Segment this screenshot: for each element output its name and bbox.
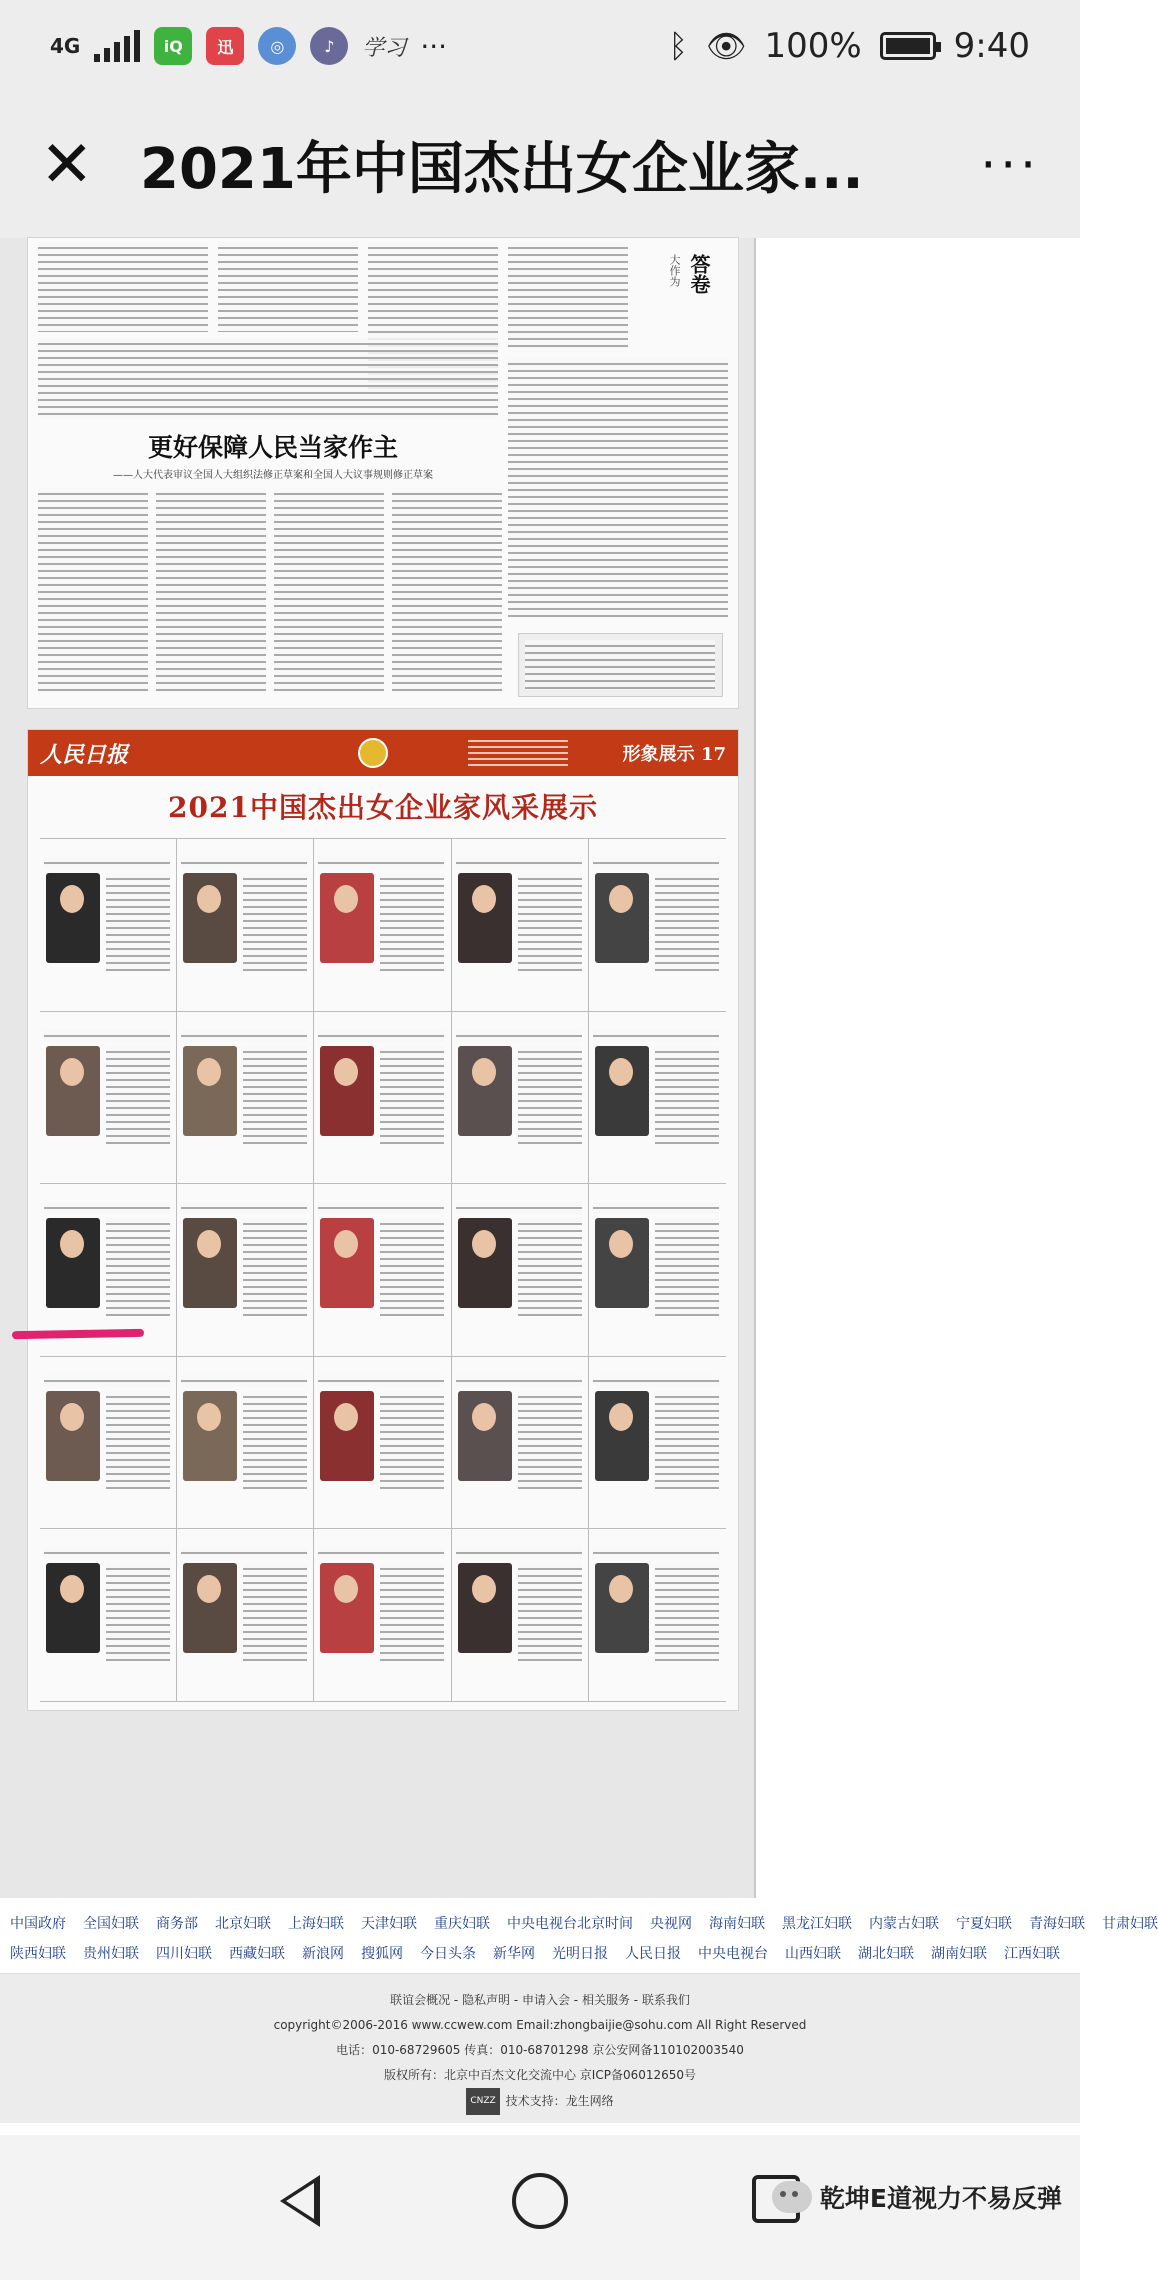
profile-card bbox=[177, 1012, 314, 1185]
portrait-photo bbox=[183, 1218, 237, 1308]
profile-text bbox=[380, 1391, 444, 1489]
profile-heading bbox=[593, 1547, 719, 1559]
friend-link[interactable]: 宁夏妇联 bbox=[956, 1916, 1012, 1932]
iqiyi-icon: iQ bbox=[154, 27, 192, 65]
profile-heading bbox=[593, 857, 719, 869]
profile-heading bbox=[318, 1202, 444, 1214]
friend-link[interactable]: 贵州妇联 bbox=[83, 1946, 139, 1962]
portrait-photo bbox=[320, 1391, 374, 1481]
profile-card bbox=[40, 1529, 177, 1702]
profile-text bbox=[655, 1563, 719, 1661]
text-block bbox=[525, 640, 715, 690]
signal-icon bbox=[94, 30, 140, 62]
friend-link[interactable]: 人民日报 bbox=[625, 1946, 681, 1962]
profile-heading bbox=[456, 1030, 582, 1042]
friend-links bbox=[0, 1898, 1158, 1978]
profile-heading bbox=[318, 857, 444, 869]
newspaper-masthead bbox=[28, 730, 738, 776]
portrait-photo bbox=[183, 1391, 237, 1481]
profile-text bbox=[106, 1391, 170, 1489]
profile-heading bbox=[456, 1202, 582, 1214]
portrait-photo bbox=[595, 1391, 649, 1481]
newspaper-column bbox=[0, 238, 756, 1904]
profile-card bbox=[314, 1012, 451, 1185]
friend-link[interactable]: 商务部 bbox=[156, 1916, 198, 1932]
page-content[interactable] bbox=[0, 238, 1158, 1962]
article-headline: 更好保障人民当家作主 bbox=[147, 433, 398, 462]
copyright-text: copyright©2006-2016 www.ccwew.com Email:zhongbaijie@sohu.com All Right Reserved bbox=[273, 2018, 807, 2032]
status-bar-left bbox=[50, 27, 447, 65]
portrait-photo bbox=[46, 1046, 100, 1136]
profile-text bbox=[106, 1563, 170, 1661]
friend-link[interactable]: 新浪网 bbox=[302, 1946, 344, 1962]
portrait-photo bbox=[46, 1218, 100, 1308]
friend-link[interactable]: 江西妇联 bbox=[1004, 1946, 1060, 1962]
profile-text bbox=[518, 1046, 582, 1144]
links-row bbox=[10, 1938, 1070, 1968]
newspaper-page-feature bbox=[28, 730, 738, 1710]
text-block bbox=[38, 242, 208, 332]
profile-card bbox=[452, 1529, 589, 1702]
text-block bbox=[508, 358, 728, 618]
profile-card bbox=[177, 839, 314, 1012]
friend-link[interactable]: 黑龙江妇联 bbox=[782, 1916, 852, 1932]
profile-card bbox=[314, 839, 451, 1012]
profile-text bbox=[380, 1563, 444, 1661]
friend-link[interactable]: 湖北妇联 bbox=[858, 1946, 914, 1962]
profile-text bbox=[106, 1218, 170, 1316]
battery-percent: 100% bbox=[764, 26, 862, 66]
profile-card bbox=[314, 1357, 451, 1530]
portrait-photo bbox=[320, 873, 374, 963]
profile-card bbox=[452, 839, 589, 1012]
profile-heading bbox=[456, 1375, 582, 1387]
friend-link[interactable]: 今日头条 bbox=[420, 1946, 476, 1962]
portrait-photo bbox=[46, 1391, 100, 1481]
profile-heading bbox=[181, 1547, 307, 1559]
profile-heading bbox=[456, 857, 582, 869]
portrait-photo bbox=[595, 1218, 649, 1308]
portrait-photo bbox=[458, 1046, 512, 1136]
watermark-text: 乾坤E道视力不易反弹 bbox=[819, 2184, 1062, 2213]
profile-heading bbox=[44, 1547, 170, 1559]
music-icon: ♪ bbox=[310, 27, 348, 65]
text-block bbox=[508, 242, 628, 352]
profile-card bbox=[452, 1012, 589, 1185]
profile-card bbox=[589, 1529, 726, 1702]
profile-card bbox=[314, 1184, 451, 1357]
friend-link[interactable]: 中央电视台北京时间 bbox=[507, 1916, 633, 1932]
profile-card bbox=[452, 1357, 589, 1530]
profile-heading bbox=[593, 1202, 719, 1214]
text-block bbox=[392, 488, 502, 693]
feature-title: 2021中国杰出女企业家风采展示 bbox=[168, 791, 598, 824]
text-block bbox=[274, 488, 384, 693]
portrait-photo bbox=[183, 1563, 237, 1653]
text-block bbox=[218, 242, 358, 332]
title-bar bbox=[0, 92, 1080, 238]
profile-heading bbox=[44, 1202, 170, 1214]
profile-heading bbox=[593, 1375, 719, 1387]
profile-text bbox=[243, 1218, 307, 1316]
cnzz-badge[interactable]: CNZZ bbox=[466, 2088, 499, 2115]
profile-text bbox=[243, 873, 307, 971]
section-label: 形象展示 17 bbox=[622, 744, 726, 765]
owner-text: 版权所有：北京中百杰文化交流中心 京ICP备06012650号 bbox=[383, 2068, 697, 2082]
profile-text bbox=[243, 1391, 307, 1489]
xuexi-icon: 学习 bbox=[362, 35, 407, 61]
friend-link[interactable]: 光明日报 bbox=[552, 1946, 608, 1962]
profile-grid bbox=[40, 838, 726, 1702]
links-row bbox=[10, 1908, 1158, 1938]
friend-link[interactable]: 搜狐网 bbox=[361, 1946, 403, 1962]
profile-card bbox=[177, 1529, 314, 1702]
profile-card bbox=[40, 839, 177, 1012]
profile-heading bbox=[593, 1030, 719, 1042]
friend-link[interactable]: 湖南妇联 bbox=[931, 1946, 987, 1962]
friend-link[interactable]: 北京妇联 bbox=[215, 1916, 271, 1932]
profile-text bbox=[380, 1218, 444, 1316]
friend-link[interactable]: 新华网 bbox=[493, 1946, 535, 1962]
text-block bbox=[38, 338, 498, 418]
contact-text: 电话：010-68729605 传真：010-68701298 京公安网备110102003540 bbox=[336, 2043, 744, 2057]
article-subheadline: ——人大代表审议全国人大组织法修正草案和全国人大议事规则修正草案 bbox=[113, 470, 433, 481]
wechat-icon bbox=[772, 2181, 812, 2213]
watermark bbox=[772, 2179, 1062, 2215]
system-nav-bar bbox=[0, 2135, 1080, 2280]
portrait-photo bbox=[458, 1563, 512, 1653]
profile-heading bbox=[181, 857, 307, 869]
portrait-photo bbox=[183, 873, 237, 963]
profile-text bbox=[655, 1046, 719, 1144]
profile-text bbox=[518, 873, 582, 971]
portrait-photo bbox=[320, 1218, 374, 1308]
profile-heading bbox=[181, 1030, 307, 1042]
newspaper-page-top bbox=[28, 238, 738, 708]
friend-link[interactable]: 陕西妇联 bbox=[10, 1946, 66, 1962]
more-notifications-icon: ··· bbox=[420, 29, 448, 63]
status-bar bbox=[0, 0, 1080, 92]
friend-link[interactable]: 重庆妇联 bbox=[434, 1916, 490, 1932]
profile-text bbox=[243, 1046, 307, 1144]
answer-box bbox=[644, 244, 730, 324]
national-emblem-icon bbox=[358, 738, 388, 768]
portrait-photo bbox=[320, 1046, 374, 1136]
profile-heading bbox=[456, 1547, 582, 1559]
bluetooth-icon: ᛒ bbox=[668, 27, 688, 65]
profile-heading bbox=[181, 1202, 307, 1214]
profile-heading bbox=[318, 1375, 444, 1387]
text-block bbox=[156, 488, 266, 693]
home-icon[interactable] bbox=[512, 2173, 568, 2229]
text-block bbox=[38, 488, 148, 693]
friend-link[interactable]: 山西妇联 bbox=[785, 1946, 841, 1962]
friend-link[interactable]: 中国政府 bbox=[10, 1916, 66, 1932]
profile-card bbox=[589, 839, 726, 1012]
profile-card bbox=[177, 1357, 314, 1530]
profile-text bbox=[380, 873, 444, 971]
site-footer bbox=[0, 1973, 1080, 2123]
portrait-photo bbox=[595, 873, 649, 963]
clock: 9:40 bbox=[953, 26, 1030, 66]
back-icon[interactable] bbox=[280, 2175, 320, 2227]
profile-text bbox=[380, 1046, 444, 1144]
profile-card bbox=[40, 1012, 177, 1185]
profile-heading bbox=[318, 1547, 444, 1559]
profile-heading bbox=[318, 1030, 444, 1042]
answer-small-label: 大作为 bbox=[668, 254, 681, 287]
friend-link[interactable]: 上海妇联 bbox=[288, 1916, 344, 1932]
profile-card bbox=[589, 1012, 726, 1185]
eye-comfort-icon: 👁 bbox=[705, 27, 747, 65]
battery-icon bbox=[880, 32, 936, 60]
profile-heading bbox=[181, 1375, 307, 1387]
portrait-photo bbox=[458, 1391, 512, 1481]
friend-link[interactable]: 海南妇联 bbox=[709, 1916, 765, 1932]
portrait-photo bbox=[320, 1563, 374, 1653]
friend-link[interactable]: 天津妇联 bbox=[361, 1916, 417, 1932]
profile-text bbox=[243, 1563, 307, 1661]
profile-card bbox=[589, 1184, 726, 1357]
tech-support bbox=[0, 2088, 1080, 2115]
profile-card bbox=[177, 1184, 314, 1357]
close-icon[interactable]: ✕ bbox=[40, 128, 94, 202]
friend-link[interactable]: 内蒙古妇联 bbox=[869, 1916, 939, 1932]
more-options-button[interactable]: ··· bbox=[980, 136, 1040, 194]
browser-icon: ◎ bbox=[258, 27, 296, 65]
portrait-photo bbox=[595, 1046, 649, 1136]
profile-heading bbox=[44, 857, 170, 869]
portrait-photo bbox=[46, 873, 100, 963]
portrait-photo bbox=[595, 1563, 649, 1653]
portrait-photo bbox=[46, 1563, 100, 1653]
profile-text bbox=[655, 1391, 719, 1489]
profile-text bbox=[655, 873, 719, 971]
friend-link[interactable]: 青海妇联 bbox=[1029, 1916, 1085, 1932]
notice-box bbox=[518, 633, 723, 697]
portrait-photo bbox=[458, 873, 512, 963]
profile-card bbox=[452, 1184, 589, 1357]
profile-card bbox=[314, 1529, 451, 1702]
friend-link[interactable]: 全国妇联 bbox=[83, 1916, 139, 1932]
profile-heading bbox=[44, 1030, 170, 1042]
friend-link[interactable]: 甘肃妇联 bbox=[1102, 1916, 1158, 1932]
footer-nav-links[interactable]: 联谊会概况 - 隐私声明 - 申请入会 - 相关服务 - 联系我们 bbox=[390, 1993, 690, 2007]
friend-link[interactable]: 央视网 bbox=[650, 1916, 692, 1932]
newspaper-logo: 人民日报 bbox=[40, 742, 129, 768]
profile-text bbox=[518, 1218, 582, 1316]
profile-text bbox=[106, 873, 170, 971]
profile-text bbox=[518, 1391, 582, 1489]
portrait-photo bbox=[458, 1218, 512, 1308]
friend-link[interactable]: 四川妇联 bbox=[156, 1946, 212, 1962]
support-text: 技术支持：龙生网络 bbox=[505, 2094, 614, 2108]
profile-heading bbox=[44, 1375, 170, 1387]
status-bar-right bbox=[669, 26, 1030, 66]
page-title: 2021年中国杰出女企业家... bbox=[140, 137, 864, 202]
app-icon: 迅 bbox=[206, 27, 244, 65]
dateline bbox=[468, 736, 568, 766]
answer-label: 答卷 bbox=[687, 254, 711, 294]
profile-text bbox=[106, 1046, 170, 1144]
profile-card bbox=[589, 1357, 726, 1530]
profile-text bbox=[655, 1218, 719, 1316]
network-type: 4G bbox=[50, 34, 81, 58]
profile-text bbox=[518, 1563, 582, 1661]
portrait-photo bbox=[183, 1046, 237, 1136]
profile-card bbox=[40, 1357, 177, 1530]
friend-link[interactable]: 西藏妇联 bbox=[229, 1946, 285, 1962]
friend-link[interactable]: 中央电视台 bbox=[698, 1946, 768, 1962]
